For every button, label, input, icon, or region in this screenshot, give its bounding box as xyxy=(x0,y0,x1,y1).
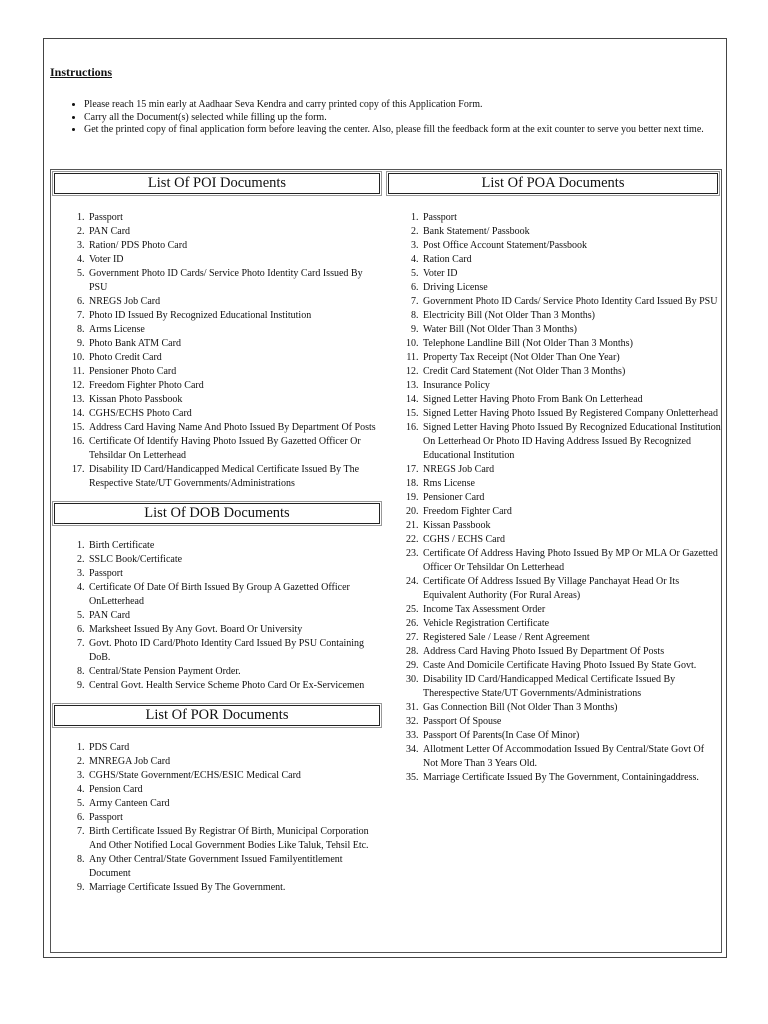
poi-document-item: 13. Kissan Photo Passbook xyxy=(87,393,383,407)
poa-document-item: 25. Income Tax Assessment Order xyxy=(421,603,721,617)
poa-document-item: 13. Insurance Policy xyxy=(421,379,721,393)
dob-heading: List Of DOB Documents xyxy=(54,503,380,524)
poa-document-item: 18. Rms License xyxy=(421,477,721,491)
por-document-item: 3. CGHS/State Government/ECHS/ESIC Medical Card xyxy=(87,769,383,783)
dob-document-item: 7. Govt. Photo ID Card/Photo Identity Card Issued By PSU Containing DoB. xyxy=(87,637,383,665)
poi-document-item: 14. CGHS/ECHS Photo Card xyxy=(87,407,383,421)
poa-document-item: 11. Property Tax Receipt (Not Older Than One Year) xyxy=(421,351,721,365)
poi-document-item: 4. Voter ID xyxy=(87,253,383,267)
por-document-item: 7. Birth Certificate Issued By Registrar Of Birth, Municipal Corporation And Other Notified Local Government Bodies Like Taluk, Tehsil Etc. xyxy=(87,825,383,853)
poa-document-item: 5. Voter ID xyxy=(421,267,721,281)
poa-document-item: 6. Driving License xyxy=(421,281,721,295)
poa-document-item: 15. Signed Letter Having Photo Issued By Registered Company Onletterhead xyxy=(421,407,721,421)
dob-document-item: 1. Birth Certificate xyxy=(87,539,383,553)
dob-document-item: 4. Certificate Of Date Of Birth Issued By Group A Gazetted Officer OnLetterhead xyxy=(87,581,383,609)
poa-document-item: 24. Certificate Of Address Issued By Village Panchayat Head Or Its Equivalent Authority (For Rural Areas) xyxy=(421,575,721,603)
poa-document-item: 23. Certificate Of Address Having Photo Issued By MP Or MLA Or Gazetted Officer Or Tehsildar On Letterhead xyxy=(421,547,721,575)
left-column xyxy=(51,170,383,895)
instruction-item: • Get the printed copy of final application form before leaving the center. Also, please fill the feedback form at the exit counter to serve you better next time. xyxy=(84,124,744,137)
poa-document-item: 17. NREGS Job Card xyxy=(421,463,721,477)
poa-document-item: 30. Disability ID Card/Handicapped Medical Certificate Issued By Therespective State/UT Governments/Administrations xyxy=(421,673,721,701)
dob-document-item: 5. PAN Card xyxy=(87,609,383,623)
poa-document-item: 33. Passport Of Parents(In Case Of Minor) xyxy=(421,729,721,743)
poi-document-item: 3. Ration/ PDS Photo Card xyxy=(87,239,383,253)
poa-document-item: 22. CGHS / ECHS Card xyxy=(421,533,721,547)
poa-list xyxy=(385,211,721,785)
dob-document-item: 3. Passport xyxy=(87,567,383,581)
poa-document-item: 1. Passport xyxy=(421,211,721,225)
por-document-item: 1. PDS Card xyxy=(87,741,383,755)
poa-document-item: 19. Pensioner Card xyxy=(421,491,721,505)
poi-document-item: 5. Government Photo ID Cards/ Service Photo Identity Card Issued By PSU xyxy=(87,267,383,295)
dob-document-item: 6. Marksheet Issued By Any Govt. Board Or University xyxy=(87,623,383,637)
instructions-list xyxy=(70,99,744,137)
poa-document-item: 27. Registered Sale / Lease / Rent Agreement xyxy=(421,631,721,645)
poi-document-item: 11. Pensioner Photo Card xyxy=(87,365,383,379)
poi-document-item: 12. Freedom Fighter Photo Card xyxy=(87,379,383,393)
document-frame xyxy=(43,38,727,958)
poa-heading: List Of POA Documents xyxy=(388,173,718,194)
por-document-item: 2. MNREGA Job Card xyxy=(87,755,383,769)
poi-heading: List Of POI Documents xyxy=(54,173,380,194)
poa-document-item: 26. Vehicle Registration Certificate xyxy=(421,617,721,631)
poa-document-item: 8. Electricity Bill (Not Older Than 3 Months) xyxy=(421,309,721,323)
poi-document-item: 7. Photo ID Issued By Recognized Educational Institution xyxy=(87,309,383,323)
poi-list xyxy=(51,211,383,491)
dob-document-item: 8. Central/State Pension Payment Order. xyxy=(87,665,383,679)
poi-document-item: 1. Passport xyxy=(87,211,383,225)
por-document-item: 5. Army Canteen Card xyxy=(87,797,383,811)
poa-document-item: 20. Freedom Fighter Card xyxy=(421,505,721,519)
dob-document-item: 9. Central Govt. Health Service Scheme Photo Card Or Ex-Servicemen xyxy=(87,679,383,693)
poi-document-item: 6. NREGS Job Card xyxy=(87,295,383,309)
poa-document-item: 9. Water Bill (Not Older Than 3 Months) xyxy=(421,323,721,337)
poi-document-item: 15. Address Card Having Name And Photo Issued By Department Of Posts xyxy=(87,421,383,435)
poa-document-item: 14. Signed Letter Having Photo From Bank On Letterhead xyxy=(421,393,721,407)
poi-document-item: 17. Disability ID Card/Handicapped Medical Certificate Issued By The Respective State/UT Governments/Administrations xyxy=(87,463,383,491)
poa-document-item: 4. Ration Card xyxy=(421,253,721,267)
poa-document-item: 21. Kissan Passbook xyxy=(421,519,721,533)
poa-document-item: 3. Post Office Account Statement/Passbook xyxy=(421,239,721,253)
poa-document-item: 10. Telephone Landline Bill (Not Older Than 3 Months) xyxy=(421,337,721,351)
poi-document-item: 10. Photo Credit Card xyxy=(87,351,383,365)
por-document-item: 8. Any Other Central/State Government Issued Familyentitlement Document xyxy=(87,853,383,881)
dob-list xyxy=(51,539,383,693)
poa-document-item: 35. Marriage Certificate Issued By The Government, Containingaddress. xyxy=(421,771,721,785)
documents-table xyxy=(50,169,722,953)
poa-document-item: 12. Credit Card Statement (Not Older Than 3 Months) xyxy=(421,365,721,379)
poi-document-item: 16. Certificate Of Identify Having Photo Issued By Gazetted Officer Or Tehsildar On Letterhead xyxy=(87,435,383,463)
instruction-item: • Carry all the Document(s) selected while filling up the form. xyxy=(84,112,744,125)
poa-document-item: 7. Government Photo ID Cards/ Service Photo Identity Card Issued By PSU xyxy=(421,295,721,309)
por-heading: List Of POR Documents xyxy=(54,705,380,726)
poi-document-item: 9. Photo Bank ATM Card xyxy=(87,337,383,351)
instructions-title: Instructions xyxy=(50,65,113,79)
por-document-item: 4. Pension Card xyxy=(87,783,383,797)
poa-document-item: 29. Caste And Domicile Certificate Having Photo Issued By State Govt. xyxy=(421,659,721,673)
poa-document-item: 2. Bank Statement/ Passbook xyxy=(421,225,721,239)
poi-document-item: 8. Arms License xyxy=(87,323,383,337)
por-document-item: 9. Marriage Certificate Issued By The Government. xyxy=(87,881,383,895)
poa-document-item: 34. Allotment Letter Of Accommodation Issued By Central/State Govt Of Not More Than 3 Years Old. xyxy=(421,743,721,771)
por-document-item: 6. Passport xyxy=(87,811,383,825)
poa-document-item: 32. Passport Of Spouse xyxy=(421,715,721,729)
dob-document-item: 2. SSLC Book/Certificate xyxy=(87,553,383,567)
poa-document-item: 31. Gas Connection Bill (Not Older Than 3 Months) xyxy=(421,701,721,715)
instruction-item: • Please reach 15 min early at Aadhaar Seva Kendra and carry printed copy of this Application Form. xyxy=(84,99,744,112)
poa-document-item: 16. Signed Letter Having Photo Issued By Recognized Educational Institution On Letterhead Or Photo ID Having Address Issued By Recognized Educational Institution xyxy=(421,421,721,463)
poa-document-item: 28. Address Card Having Photo Issued By Department Of Posts xyxy=(421,645,721,659)
poi-document-item: 2. PAN Card xyxy=(87,225,383,239)
por-list xyxy=(51,741,383,895)
right-column xyxy=(385,170,721,785)
